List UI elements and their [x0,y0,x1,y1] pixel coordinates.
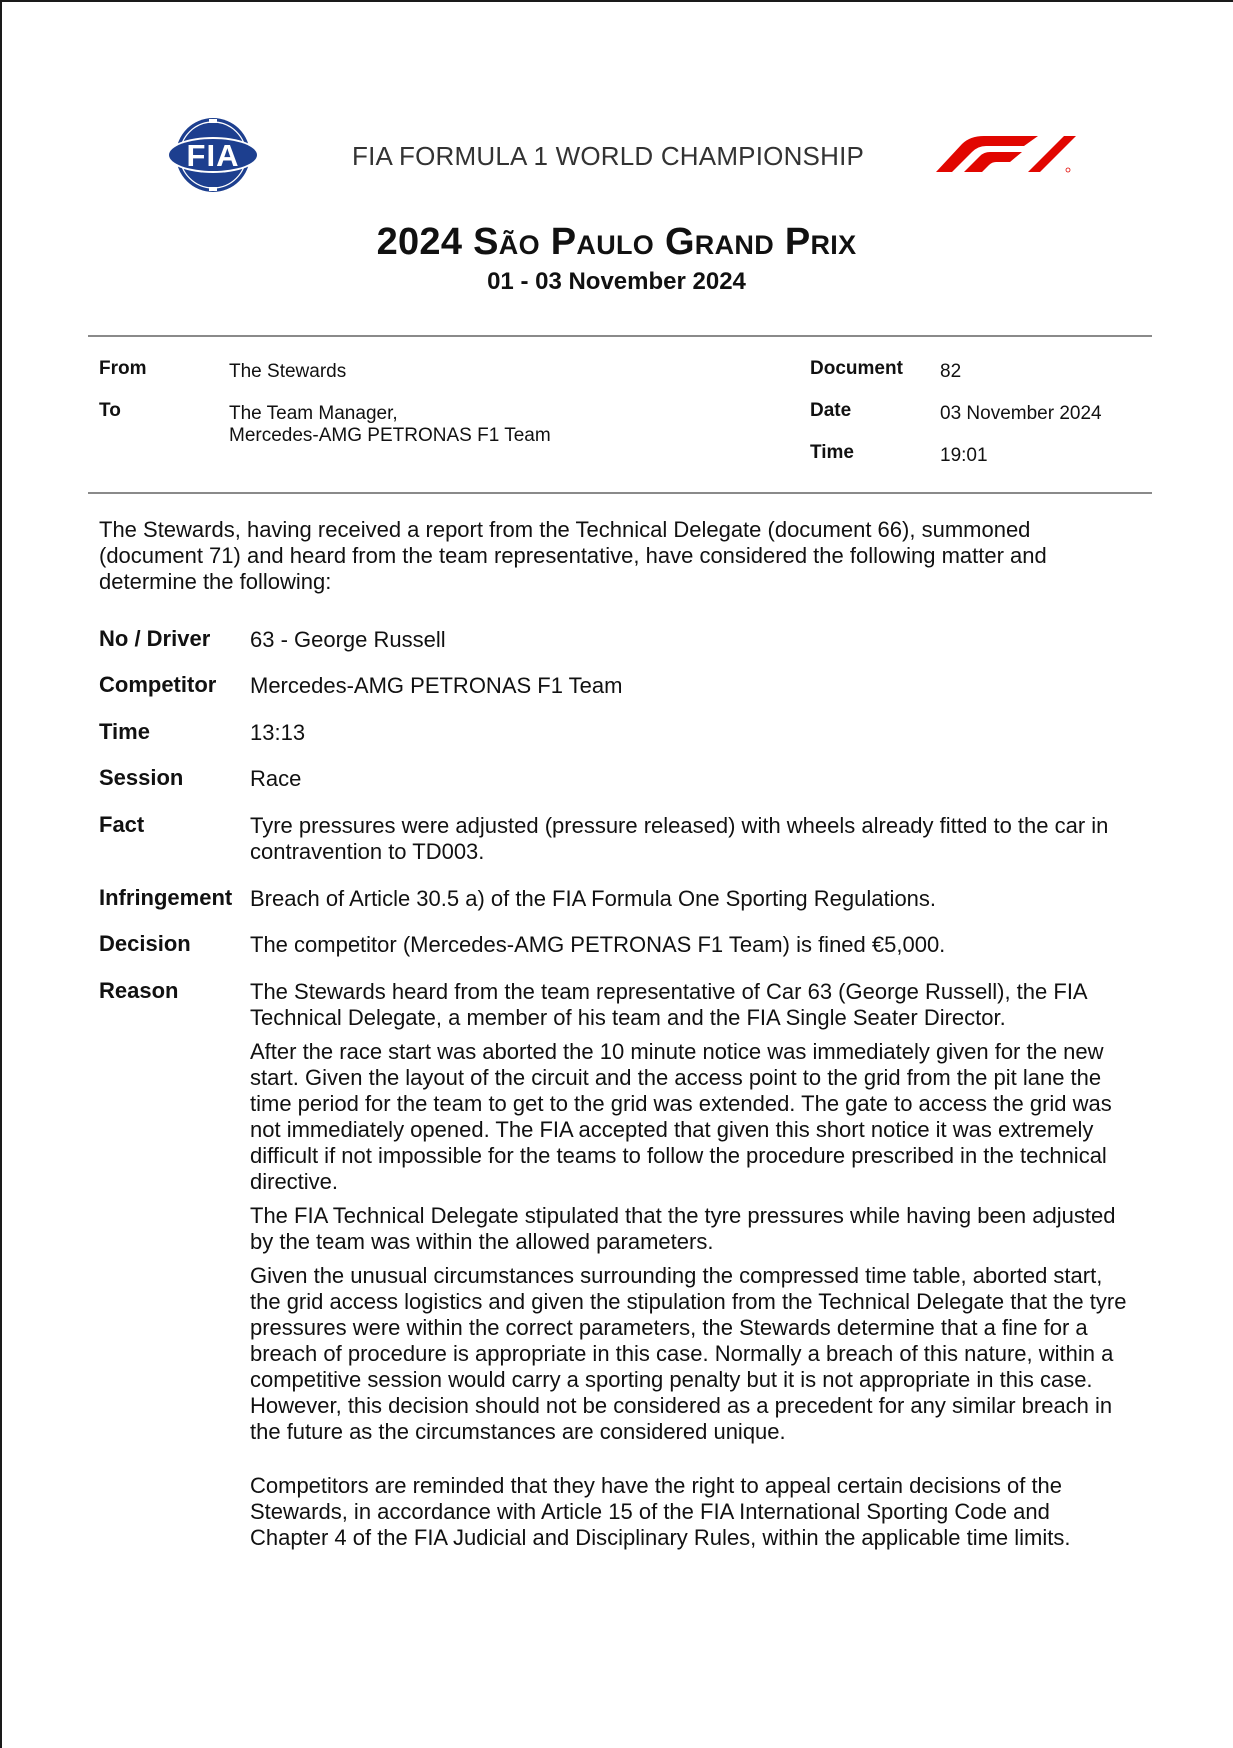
decision-value: The competitor (Mercedes-AMG PETRONAS F1 Team) is fined €5,000. [250,932,946,957]
f1-logo-icon [928,132,1076,174]
to-line-2: Mercedes-AMG PETRONAS F1 Team [229,425,551,446]
date-value: 03 November 2024 [940,403,1102,424]
to-label: To [99,400,121,421]
competitor-label: Competitor [99,672,217,697]
header-divider-bottom [88,492,1152,494]
offence-time-label: Time [99,719,150,744]
to-value [229,403,551,447]
header-divider-top [88,335,1152,337]
infringement-label: Infringement [99,885,233,910]
reason-paragraph: After the race start was aborted the 10 minute notice was immediately given for the new start. Given the layout of the circuit and the access point to the grid from the pit lane the time period for the team to get to the grid was extended. The gate to access the grid was not immediately opened. The FIA accepted that given this short notice it was extremely difficult if not impossible for the teams to follow the procedure prescribed in the technical directive. [250,1039,1112,1194]
reason-paragraph: The Stewards heard from the team representative of Car 63 (George Russell), the FIA Technical Delegate, a member of his team and the FIA Single Seater Director. [250,979,1087,1030]
reason-label: Reason [99,978,179,1003]
event-title: 2024 São Paulo Grand Prix [376,221,857,263]
fact-label: Fact [99,812,145,837]
time-label: Time [810,442,855,463]
offence-time-value: 13:13 [250,720,306,745]
reason-text [250,979,1132,1559]
page-border-top [0,0,1233,2]
document-label: Document [810,358,903,379]
competitor-value: Mercedes-AMG PETRONAS F1 Team [250,673,623,698]
driver-value: 63 - George Russell [250,627,446,652]
reason-paragraph: The FIA Technical Delegate stipulated that the tyre pressures while having been adjusted by the team was within the allowed parameters. [250,1203,1116,1254]
fia-logo-text: FIA [186,138,240,173]
championship-title: FIA FORMULA 1 WORLD CHAMPIONSHIP [352,141,865,171]
reason-paragraph: Given the unusual circumstances surrounding the compressed time table, aborted start, the grid access logistics and given the stipulation from the Technical Delegate that the tyre pressures were within the correct parameters, the Stewards determine that a fine for a breach of procedure is appropriate in this case. Normally a breach of this nature, within a competitive session would carry a sporting penalty but it is not appropriate in this case. However, this decision should not be considered as a precedent for any similar breach in the future as the circumstances are considered unique. [250,1263,1127,1444]
from-label: From [99,358,147,379]
infringement-value: Breach of Article 30.5 a) of the FIA Formula One Sporting Regulations. [250,886,937,911]
session-label: Session [99,765,184,790]
fia-logo-icon [160,117,266,193]
from-value: The Stewards [229,361,347,382]
decision-label: Decision [99,931,191,956]
event-dates: 01 - 03 November 2024 [487,268,746,295]
appeal-notice: Competitors are reminded that they have the right to appeal certain decisions of the Stewards, in accordance with Article 15 of the FIA International Sporting Code and Chapter 4 of the FIA Judicial and Disciplinary Rules, within the applicable time limits. [250,1473,1071,1550]
document-value: 82 [940,361,962,382]
session-value: Race [250,766,302,791]
to-line-1: The Team Manager, [229,403,398,424]
driver-label: No / Driver [99,626,211,651]
intro-paragraph: The Stewards, having received a report from the Technical Delegate (document 66), summoned (document 71) and heard from the team representative, have considered the following matter and determine the following: [99,517,1047,594]
date-label: Date [810,400,852,421]
fact-value: Tyre pressures were adjusted (pressure released) with wheels already fitted to the car in contravention to TD003. [250,813,1109,864]
time-value: 19:01 [940,445,988,466]
